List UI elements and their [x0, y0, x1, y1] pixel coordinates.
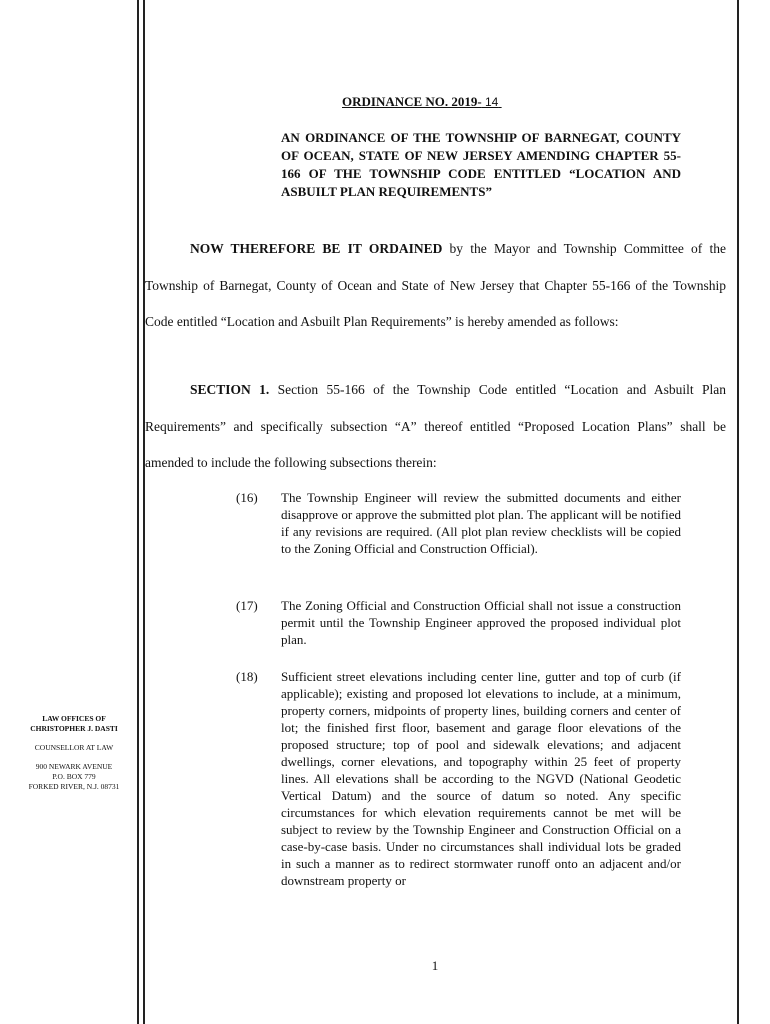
- address-line-1: 900 NEWARK AVENUE: [35, 762, 113, 771]
- firm-role: COUNSELLOR AT LAW: [34, 743, 114, 752]
- address-line-3: FORKED RIVER, N.J. 08731: [28, 782, 120, 791]
- subsection-17: [236, 597, 681, 648]
- page-number: 1: [431, 958, 439, 973]
- ordinance-heading: AN ORDINANCE OF THE TOWNSHIP OF BARNEGAT, COUNTY OF OCEAN, STATE OF NEW JERSEY AMENDING CHAPTER 55-166 OF THE TOWNSHIP CODE ENTITLED “LOCATION AND ASBUILT PLAN REQUIREMENTS”: [281, 130, 681, 199]
- firm-line-1: LAW OFFICES OF: [42, 714, 106, 723]
- ordinance-title-prefix: ORDINANCE NO. 2019-: [342, 94, 482, 109]
- ordained-lead: NOW THEREFORE BE IT ORDAINED: [190, 241, 443, 256]
- address-line-2: P.O. BOX 779: [52, 772, 96, 781]
- law-office-sidebar: [14, 714, 134, 792]
- subsection-number: (17): [236, 598, 258, 613]
- subsection-text: Sufficient street elevations including center line, gutter and top of curb (if applicable); existing and proposed lot elevations to include, at a minimum, property corners, midpoints of property lines, building corners and center of lot; the finished first floor, basement and garage floor elevations of the proposed structure; top of pool and sidewalk elevations; and adjacent dwellings, corner elevations, and topography within 25 feet of property lines. All elevations shall be according to the NGVD (National Geodetic Vertical Datum) and the source of datum so noted. Any specific circumstances for which elevation requirements cannot be met will be subject to review by the Township Engineer and Construction Official on a case-by-case basis. Under no circumstances shall individual lots be graded in such a manner as to redirect stormwater runoff onto an adjacent and/or downstream property or: [281, 669, 681, 888]
- ordinance-number: 14: [485, 95, 499, 109]
- subsection-number: (16): [236, 490, 258, 505]
- subsection-number: (18): [236, 669, 258, 684]
- margin-rule-left-inner: [143, 0, 145, 1024]
- subsection-text: The Township Engineer will review the submitted documents and either disapprove or approve the submitted plot plan. The applicant will be notified if any revisions are required. (All plot plan review checklists will be copied to the Zoning Official and Construction Official).: [281, 490, 681, 556]
- subsection-text: The Zoning Official and Construction Official shall not issue a construction permit until the Township Engineer approved the proposed individual plot plan.: [281, 598, 681, 647]
- ordained-text: by the Mayor and Township Committee of the Township of Barnegat, County of Ocean and State of New Jersey that Chapter 55-166 of the Township Code entitled “Location and Asbuilt Plan Requirements” is hereby amended as follows:: [145, 241, 726, 329]
- margin-rule-left-outer: [137, 0, 139, 1024]
- subsection-16: [236, 489, 681, 557]
- ordained-paragraph: [145, 231, 726, 341]
- section-1-lead: SECTION 1.: [190, 382, 270, 397]
- firm-line-2: CHRISTOPHER J. DASTI: [30, 724, 118, 733]
- ordinance-title: [342, 94, 502, 110]
- subsection-18: [236, 668, 681, 889]
- margin-rule-right: [737, 0, 739, 1024]
- section-1-text: Section 55-166 of the Township Code entitled “Location and Asbuilt Plan Requirements” and specifically subsection “A” thereof entitled “Proposed Location Plans” shall be amended to include the following subsections therein:: [145, 382, 726, 470]
- section-1-paragraph: [145, 372, 726, 482]
